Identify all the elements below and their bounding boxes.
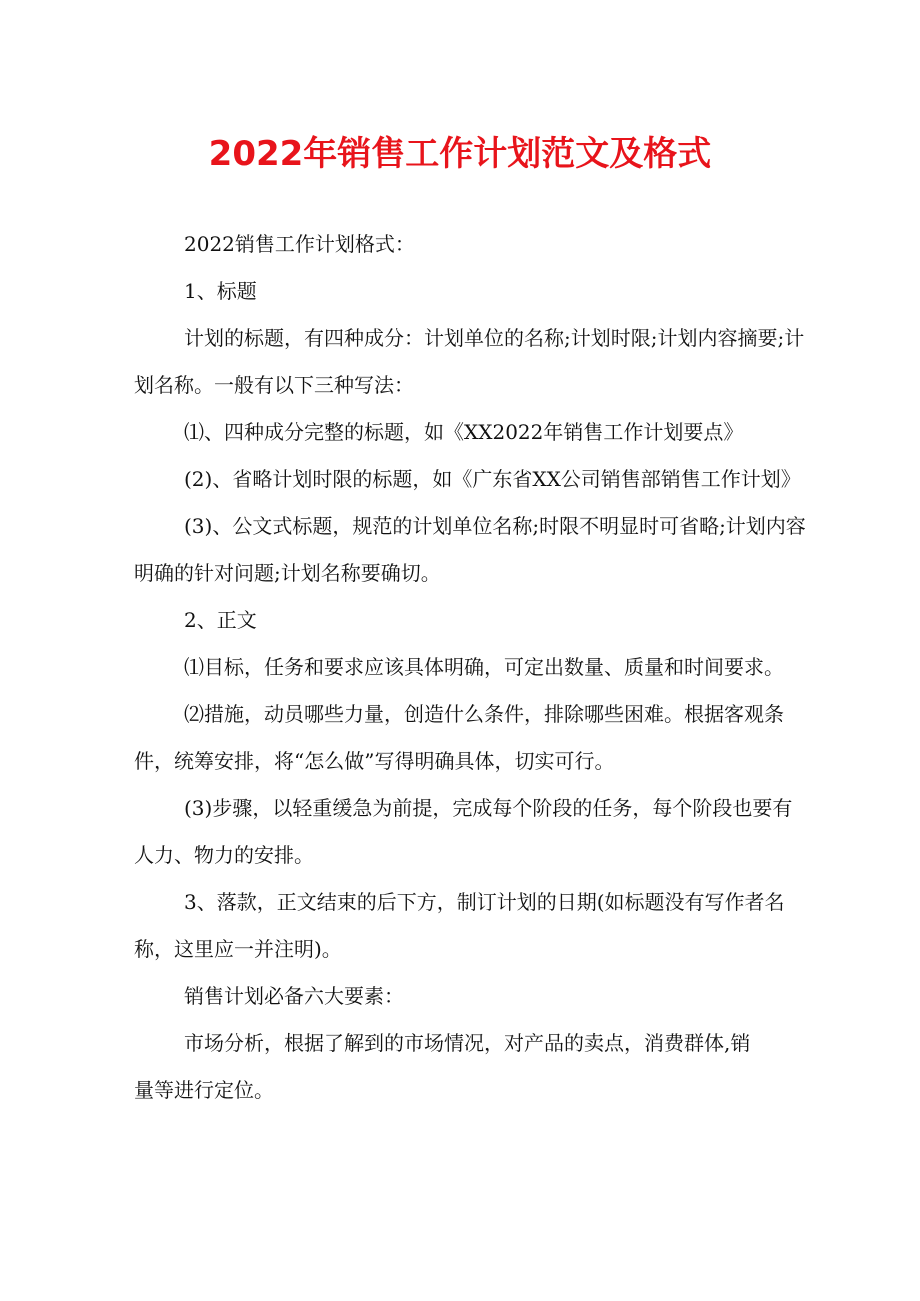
paragraph-title-type-1: ⑴、四种成分完整的标题，如《XX2022年销售工作计划要点》 [184, 420, 744, 444]
paragraph-title-type-2: (2)、省略计划时限的标题，如《广东省XX公司销售部销售工作计划》 [184, 467, 801, 491]
paragraph-title-components: 计划的标题，有四种成分：计划单位的名称;计划时限;计划内容摘要;计划名称。一般有以下三种写法： [134, 326, 805, 397]
paragraph-section-body: 2、正文 [184, 608, 257, 632]
document-title: 2022年销售工作计划范文及格式 [208, 134, 712, 174]
paragraph-six-elements: 销售计划必备六大要素： [184, 984, 404, 1008]
paragraph-title-type-3: (3)、公文式标题，规范的计划单位名称;时限不明显时可省略;计划内容明确的针对问题;计划名称要确切。 [134, 514, 806, 585]
paragraph-format-heading: 2022销售工作计划格式： [184, 232, 415, 256]
paragraph-section-title: 1、标题 [184, 279, 257, 303]
document-body [134, 221, 806, 1114]
paragraph-section-signature: 3、落款，正文结束的后下方，制订计划的日期(如标题没有写作者名称，这里应一并注明)。 [134, 890, 785, 961]
paragraph-body-measures: ⑵措施，动员哪些力量，创造什么条件，排除哪些困难。根据客观条件，统筹安排，将“怎么做”写得明确具体，切实可行。 [134, 702, 784, 773]
paragraph-body-steps: (3)步骤，以轻重缓急为前提，完成每个阶段的任务，每个阶段也要有人力、物力的安排。 [134, 796, 793, 867]
paragraph-market-analysis: 市场分析，根据了解到的市场情况，对产品的卖点，消费群体,销量等进行定位。 [134, 1031, 751, 1102]
paragraph-body-goals: ⑴目标，任务和要求应该具体明确，可定出数量、质量和时间要求。 [184, 655, 784, 679]
